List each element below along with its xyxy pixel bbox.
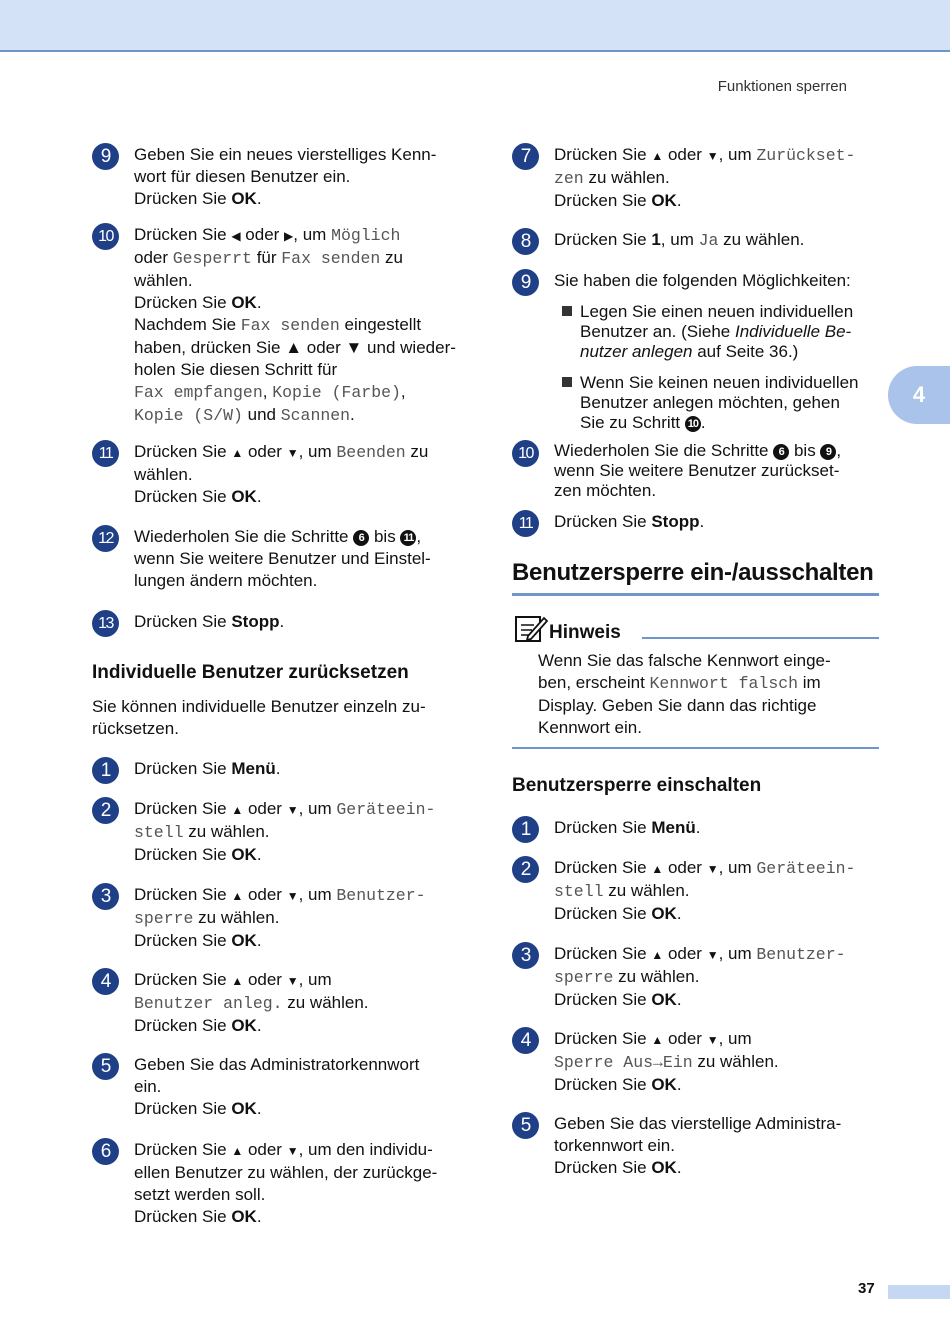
step-number: 10 (512, 440, 539, 467)
down-arrow-icon: ▼ (286, 889, 299, 903)
step-number: 2 (512, 856, 539, 883)
step-number: 1 (512, 816, 539, 843)
step-number: 9 (512, 269, 539, 296)
bullet-square-icon (562, 377, 572, 387)
subsection-heading: Individuelle Benutzer zurücksetzen (92, 662, 409, 683)
page-number: 37 (858, 1280, 875, 1297)
note-title: Hinweis (549, 622, 621, 643)
step-10: 10 Drücken Sie ◀ oder ▶, um Möglich oder Gesperrt für Fax senden zu wählen. Drücken Sie OK. Nachdem Sie Fax senden eingestellt haben, drücken Sie ▲ oder ▼ und wieder- holen Sie diesen Schritt für Fax empfangen, Kopie (Farbe), Kopie (S/W) und Scannen. (92, 224, 464, 427)
running-header: Funktionen sperren (717, 78, 847, 95)
step-number: 10 (92, 223, 119, 250)
up-arrow-icon: ▲ (651, 862, 664, 876)
step-number: 3 (92, 883, 119, 910)
right-arrow-icon: ▶ (284, 229, 294, 243)
reset-step-2: 2 Drücken Sie ▲ oder ▼, um Geräteein- stell zu wählen. Drücken Sie OK. (92, 798, 464, 866)
step-number: 7 (512, 143, 539, 170)
bullet-item: Legen Sie einen neuen individuellen Benutzer an. (Siehe Individuelle Be- nutzer anlegen auf Seite 36.) (562, 302, 853, 362)
enable-step-4: 4 Drücken Sie ▲ oder ▼, um Sperre Aus→Ein zu wählen. Drücken Sie OK. (512, 1028, 882, 1096)
bullet-square-icon (562, 306, 572, 316)
heading-rule (512, 593, 879, 596)
down-arrow-icon: ▼ (286, 803, 299, 817)
step-9: 9 Geben Sie ein neues vierstelliges Kenn- wort für diesen Benutzer ein. Drücken Sie OK. (92, 144, 464, 210)
step-number: 6 (92, 1138, 119, 1165)
reset-step-3: 3 Drücken Sie ▲ oder ▼, um Benutzer- sperre zu wählen. Drücken Sie OK. (92, 884, 464, 952)
down-arrow-icon: ▼ (706, 1033, 719, 1047)
up-arrow-icon: ▲ (231, 803, 244, 817)
up-arrow-icon: ▲ (651, 948, 664, 962)
step-number: 2 (92, 797, 119, 824)
down-arrow-icon: ▼ (286, 1144, 299, 1158)
reset-step-4: 4 Drücken Sie ▲ oder ▼, um Benutzer anleg. zu wählen. Drücken Sie OK. (92, 969, 464, 1037)
enable-step-2: 2 Drücken Sie ▲ oder ▼, um Geräteein- stell zu wählen. Drücken Sie OK. (512, 857, 882, 925)
step-number: 11 (512, 510, 539, 537)
step-number: 8 (512, 228, 539, 255)
left-arrow-icon: ◀ (231, 229, 241, 243)
down-arrow-icon: ▼ (706, 149, 719, 163)
section-heading: Benutzersperre ein-/ausschalten (512, 559, 874, 586)
reset-step-6: 6 Drücken Sie ▲ oder ▼, um den individu- ellen Benutzer zu wählen, der zurückge- setzt werden soll. Drücken Sie OK. (92, 1139, 464, 1228)
step-9: 9 Sie haben die folgenden Möglichkeiten: (512, 270, 882, 292)
step-number: 3 (512, 942, 539, 969)
step-number: 11 (92, 440, 119, 467)
reset-step-5: 5 Geben Sie das Administratorkennwort ein. Drücken Sie OK. (92, 1054, 464, 1120)
step-number: 12 (92, 525, 119, 552)
reset-step-1: 1 Drücken Sie Menü. (92, 758, 464, 780)
enable-step-1: 1 Drücken Sie Menü. (512, 817, 882, 839)
note-title-rule (642, 637, 879, 639)
enable-step-3: 3 Drücken Sie ▲ oder ▼, um Benutzer- sperre zu wählen. Drücken Sie OK. (512, 943, 882, 1011)
up-arrow-icon: ▲ (651, 1033, 664, 1047)
subsection-heading: Benutzersperre einschalten (512, 775, 762, 796)
intro-paragraph: Sie können individuelle Benutzer einzeln zu- rücksetzen. (92, 697, 426, 738)
enable-step-5: 5 Geben Sie das vierstellige Administra- torkennwort ein. Drücken Sie OK. (512, 1113, 882, 1179)
step-13: 13 Drücken Sie Stopp. (92, 611, 464, 633)
chapter-tab: 4 (888, 366, 950, 424)
step-8: 8 Drücken Sie 1, um Ja zu wählen. (512, 229, 882, 252)
header-band (0, 0, 950, 52)
down-arrow-icon: ▼ (706, 862, 719, 876)
down-arrow-icon: ▼ (286, 446, 299, 460)
note-bottom-rule (512, 747, 879, 749)
step-11: 11 Drücken Sie ▲ oder ▼, um Beenden zu wählen. Drücken Sie OK. (92, 441, 464, 508)
up-arrow-icon: ▲ (231, 889, 244, 903)
step-number: 5 (92, 1053, 119, 1080)
step-number: 5 (512, 1112, 539, 1139)
up-arrow-icon: ▲ (231, 446, 244, 460)
step-number: 4 (512, 1027, 539, 1054)
step-number: 9 (92, 143, 119, 170)
up-arrow-icon: ▲ (651, 149, 664, 163)
step-number: 1 (92, 757, 119, 784)
note-icon (514, 614, 548, 644)
up-arrow-icon: ▲ (231, 1144, 244, 1158)
page-number-bar (888, 1285, 950, 1299)
step-number: 13 (92, 610, 119, 637)
down-arrow-icon: ▼ (286, 974, 299, 988)
bullet-item: Wenn Sie keinen neuen individuellen Benutzer anlegen möchten, gehen Sie zu Schritt 10 . (562, 373, 859, 433)
up-arrow-icon: ▲ (231, 974, 244, 988)
step-number: 4 (92, 968, 119, 995)
step-7: 7 Drücken Sie ▲ oder ▼, um Zurückset- zen zu wählen. Drücken Sie OK. (512, 144, 882, 212)
step-12: 12 Wiederholen Sie die Schritte 6 bis 11 , wenn Sie weitere Benutzer und Einstel- lungen ändern möchten. (92, 526, 464, 592)
step-11: 11 Drücken Sie Stopp. (512, 511, 882, 533)
step-10: 10 Wiederholen Sie die Schritte 6 bis 9 , wenn Sie weitere Benutzer zurückset- zen möchten. (512, 441, 882, 501)
down-arrow-icon: ▼ (706, 948, 719, 962)
note-body: Wenn Sie das falsche Kennwort einge- ben, erscheint Kennwort falsch im Display. Geben Sie dann das richtige Kennwort ein. (538, 651, 831, 737)
